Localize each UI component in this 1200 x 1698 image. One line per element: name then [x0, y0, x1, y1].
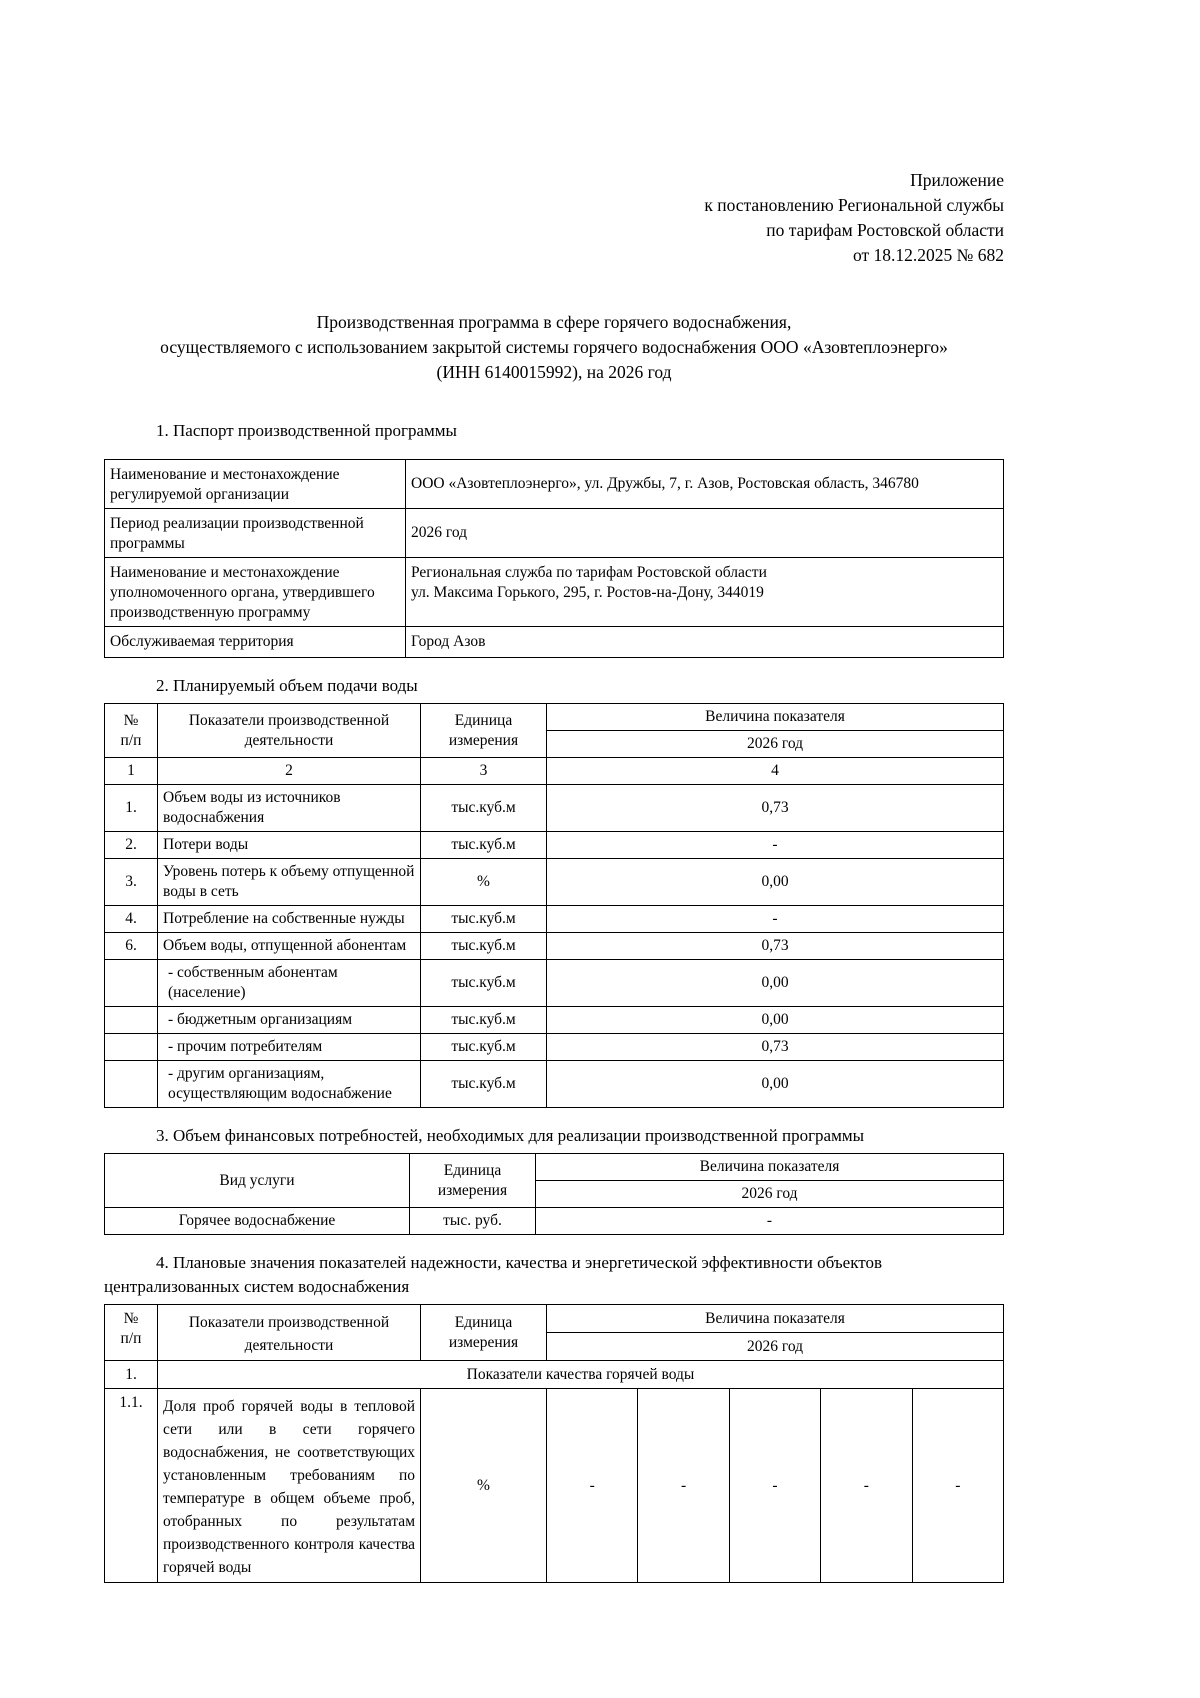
row-unit: тыс.куб.м — [421, 960, 547, 1007]
section-4-heading-line2: систем водоснабжения — [243, 1277, 410, 1296]
row-unit: тыс.куб.м — [421, 785, 547, 832]
col-header-number — [105, 704, 158, 758]
header-line-authority: по тарифам Ростовской области — [766, 220, 1004, 240]
row-value-4: - — [821, 1389, 912, 1583]
table-row — [105, 1007, 1004, 1034]
row-service: Горячее водоснабжение — [105, 1208, 410, 1235]
table-row — [105, 785, 1004, 832]
row-number: 6. — [105, 933, 158, 960]
col-header-indicator — [158, 704, 421, 758]
passport-label-period: Период реализации производственной программы — [105, 509, 406, 558]
table-group-row — [105, 1361, 1004, 1389]
row-value-5: - — [912, 1389, 1003, 1583]
water-volume-table — [104, 703, 1004, 1108]
row-indicator: Объем воды, отпущенной абонентам — [158, 933, 421, 960]
col-index-2: 2 — [158, 758, 421, 785]
row-indicator: - бюджетным организациям — [158, 1007, 421, 1034]
header-line-date-number: от 18.12.2025 № 682 — [853, 245, 1004, 265]
row-value: - — [547, 832, 1004, 859]
row-value: 0,00 — [547, 859, 1004, 906]
row-indicator: - прочим потребителям — [158, 1034, 421, 1061]
row-indicator: Доля проб горячей воды в тепловой сети или в сети горячего водоснабжения, не соответствующих установленным требованиям по температуре в общем объеме проб, отобранных по результатам производственного контроля качества горячей воды — [158, 1389, 421, 1583]
group-row-title: Показатели качества горячей воды — [158, 1361, 1004, 1389]
row-number — [105, 1007, 158, 1034]
row-value: 0,00 — [547, 1061, 1004, 1108]
table-row — [105, 627, 1004, 658]
col-header-indicator-l1: Показатели производственной — [188, 1314, 390, 1331]
row-unit: тыс.куб.м — [421, 1061, 547, 1108]
row-indicator: - собственным абонентам (население) — [158, 960, 421, 1007]
row-value: 0,00 — [547, 1007, 1004, 1034]
row-indicator: Объем воды из источников водоснабжения — [158, 785, 421, 832]
row-number: 4. — [105, 906, 158, 933]
col-header-value-group: Величина показателя — [547, 704, 1004, 731]
section-4-heading-line1: 4. Плановые значения показателей надежности, качества и энергетической эффективности объектов централизованных — [104, 1253, 882, 1296]
section-3-heading: 3. Объем финансовых потребностей, необходимых для реализации производственной программы — [156, 1126, 865, 1145]
passport-label-territory: Обслуживаемая территория — [105, 627, 406, 658]
row-value: 0,73 — [547, 785, 1004, 832]
reliability-indicators-table — [104, 1304, 1004, 1583]
row-unit: тыс.куб.м — [421, 906, 547, 933]
title-line-1: Производственная программа в сфере горячего водоснабжения, — [316, 312, 792, 332]
row-unit: тыс.куб.м — [421, 832, 547, 859]
row-indicator: Потребление на собственные нужды — [158, 906, 421, 933]
col-index-3: 3 — [421, 758, 547, 785]
col-header-unit — [421, 704, 547, 758]
table-row — [105, 1208, 1004, 1235]
col-header-unit-l2: измерения — [437, 1181, 508, 1199]
authority-address: ул. Максима Горького, 295, г. Ростов-на-Дону, 344019 — [411, 584, 764, 601]
row-number — [105, 960, 158, 1007]
table-row — [105, 960, 1004, 1007]
col-header-value-group: Величина показателя — [547, 1305, 1004, 1333]
financial-needs-table — [104, 1153, 1004, 1235]
col-header-number — [105, 1305, 158, 1361]
col-header-value-year: 2026 год — [547, 1333, 1004, 1361]
row-unit: % — [421, 859, 547, 906]
table-header-row — [105, 1305, 1004, 1333]
row-unit: тыс. руб. — [410, 1208, 536, 1235]
row-value-1: - — [547, 1389, 638, 1583]
col-header-unit-l2: измерения — [448, 731, 519, 749]
table-row — [105, 1034, 1004, 1061]
row-unit: % — [421, 1389, 547, 1583]
header-line-resolution: к постановлению Региональной службы — [704, 195, 1004, 215]
row-value: 0,73 — [547, 1034, 1004, 1061]
row-number: 2. — [105, 832, 158, 859]
section-1-heading: 1. Паспорт производственной программы — [156, 421, 457, 440]
col-header-number-l1: № — [123, 711, 139, 729]
row-indicator: Уровень потерь к объему отпущенной воды в сеть — [158, 859, 421, 906]
group-row-number: 1. — [105, 1361, 158, 1389]
col-header-unit-l1: Единица — [454, 711, 513, 729]
col-header-indicator-l2: деятельности — [244, 731, 334, 749]
row-value: 0,73 — [547, 933, 1004, 960]
col-header-unit-l2: измерения — [448, 1333, 519, 1351]
col-header-indicator-l2: деятельности — [244, 1337, 334, 1354]
row-value-3: - — [729, 1389, 820, 1583]
row-unit: тыс.куб.м — [421, 1007, 547, 1034]
section-2-heading: 2. Планируемый объем подачи воды — [156, 676, 418, 695]
row-number — [105, 1034, 158, 1061]
col-header-number-l1: № — [123, 1310, 139, 1327]
passport-label-authority: Наименование и местонахождение уполномоченного органа, утвердившего производственную программу — [105, 558, 406, 627]
col-header-unit — [410, 1154, 536, 1208]
table-row — [105, 509, 1004, 558]
table-header-row — [105, 1154, 1004, 1181]
row-number — [105, 1061, 158, 1108]
table-row — [105, 906, 1004, 933]
table-header-row — [105, 704, 1004, 731]
authority-name: Региональная служба по тарифам Ростовской области — [411, 564, 767, 581]
col-header-number-l2: п/п — [120, 731, 142, 749]
col-header-unit — [421, 1305, 547, 1361]
table-row — [105, 933, 1004, 960]
table-row — [105, 558, 1004, 627]
row-indicator: - другим организациям, осуществляющим водоснабжение — [158, 1061, 421, 1108]
table-row — [105, 460, 1004, 509]
title-line-2: осуществляемого с использованием закрытой системы горячего водоснабжения ООО «Азовтеплоэнерго» — [160, 337, 948, 357]
row-number: 1. — [105, 785, 158, 832]
header-line-appendix: Приложение — [910, 170, 1004, 190]
col-header-value-group: Величина показателя — [536, 1154, 1004, 1181]
passport-value-organization: ООО «Азовтеплоэнерго», ул. Дружбы, 7, г. Азов, Ростовская область, 346780 — [406, 460, 1004, 509]
passport-value-authority — [406, 558, 1004, 627]
passport-value-territory: Город Азов — [406, 627, 1004, 658]
document-content — [104, 0, 1004, 1583]
document-title — [104, 310, 1004, 385]
col-header-unit-l1: Единица — [454, 1313, 513, 1331]
row-unit: тыс.куб.м — [421, 933, 547, 960]
col-index-1: 1 — [105, 758, 158, 785]
col-header-indicator-l1: Показатели производственной — [188, 711, 390, 729]
col-index-4: 4 — [547, 758, 1004, 785]
row-unit: тыс.куб.м — [421, 1034, 547, 1061]
row-number: 1.1. — [105, 1389, 158, 1583]
passport-table — [104, 459, 1004, 658]
table-row — [105, 1389, 1004, 1583]
passport-label-organization: Наименование и местонахождение регулируемой организации — [105, 460, 406, 509]
title-line-3: (ИНН 6140015992), на 2026 год — [436, 362, 672, 382]
row-indicator: Потери воды — [158, 832, 421, 859]
row-value: 0,00 — [547, 960, 1004, 1007]
col-header-value-year: 2026 год — [536, 1181, 1004, 1208]
col-header-value-year: 2026 год — [547, 731, 1004, 758]
col-header-service: Вид услуги — [105, 1154, 410, 1208]
col-header-unit-l1: Единица — [443, 1161, 502, 1179]
section-4-heading — [104, 1251, 1004, 1299]
table-row — [105, 1061, 1004, 1108]
col-header-number-l2: п/п — [120, 1330, 142, 1347]
table-numbering-row — [105, 758, 1004, 785]
col-header-indicator — [158, 1305, 421, 1361]
row-value-2: - — [638, 1389, 729, 1583]
row-value: - — [536, 1208, 1004, 1235]
row-value: - — [547, 906, 1004, 933]
passport-value-period: 2026 год — [406, 509, 1004, 558]
table-row — [105, 859, 1004, 906]
table-row — [105, 832, 1004, 859]
document-header — [104, 168, 1004, 268]
row-number: 3. — [105, 859, 158, 906]
